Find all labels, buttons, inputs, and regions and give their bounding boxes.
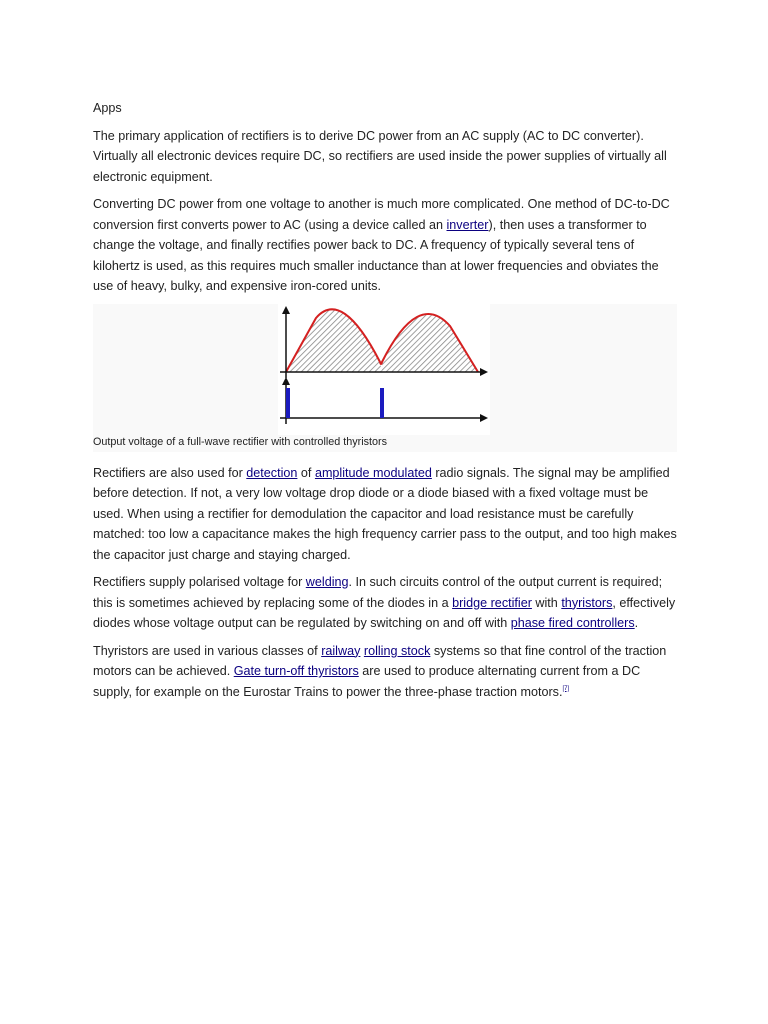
link-amplitude-modulated[interactable]: amplitude modulated bbox=[314, 465, 432, 480]
link-welding[interactable]: welding bbox=[305, 575, 349, 589]
paragraph-thyristors bbox=[93, 641, 678, 703]
paragraph-text: , effectively diodes whose voltage output can be regulated by switching on and off with bbox=[93, 595, 676, 630]
paragraph-primary-application bbox=[93, 126, 678, 188]
paragraph-text: of bbox=[297, 465, 315, 480]
paragraph-text: The primary application of rectifiers is to derive DC power from an AC supply (AC to DC converter). Virtually all electronic devices require DC, so rectifiers are used inside the power supplies of virtually all electronic equipment. bbox=[93, 128, 667, 184]
paragraph-text: Converting DC power from one voltage to another is much more complicated. One method of DC-to-DC conversion first converts power to AC (using a device called an bbox=[93, 197, 670, 232]
link-bridge-rectifier[interactable]: bridge rectifier bbox=[452, 595, 532, 610]
link-thyristors[interactable]: thyristors bbox=[561, 595, 613, 610]
gate-pulse-2 bbox=[380, 388, 384, 418]
waveform-diagram bbox=[278, 304, 490, 435]
section-heading: Apps bbox=[93, 101, 122, 115]
paragraph-detection bbox=[93, 463, 678, 566]
paragraph-text: Thyristors are used in various classes of bbox=[93, 643, 322, 658]
paragraph-text: Rectifiers are also used for bbox=[93, 465, 247, 480]
paragraph-text: . In such circuits control of the output current is required; this is sometimes achieved by replacing some of the diodes in a bbox=[93, 575, 663, 610]
figure-rectifier-waveform bbox=[93, 304, 677, 452]
link-phase-fired-controllers[interactable]: phase fired controllers bbox=[510, 616, 635, 630]
link-rolling-stock[interactable]: rolling stock bbox=[363, 643, 431, 658]
paragraph-text: systems so that fine control of the traction motors can be achieved. bbox=[93, 643, 667, 678]
link-railway[interactable]: railway bbox=[321, 643, 361, 658]
paragraph-text: Rectifiers supply polarised voltage for bbox=[93, 575, 306, 589]
link-inverter[interactable]: inverter bbox=[446, 217, 489, 232]
paragraph-text: . bbox=[634, 616, 639, 630]
paragraph-dc-conversion bbox=[93, 194, 678, 297]
figure-caption: Output voltage of a full-wave rectifier with controlled thyristors bbox=[93, 435, 388, 448]
gate-pulse-1 bbox=[286, 388, 290, 418]
article-body bbox=[93, 98, 678, 709]
link-detection[interactable]: detection bbox=[246, 465, 298, 480]
reference-link[interactable]: [7] bbox=[562, 685, 570, 692]
paragraph-text: ), then uses a transformer to change the voltage, and finally rectifies power back to DC. A frequency of typically several tens of kilohertz is used, as this requires much smaller inductance than at lower frequencies and obviates the use of heavy, bulky, and expensive iron-cored units. bbox=[93, 217, 659, 293]
link-gate-turn-off-thyristors[interactable]: Gate turn-off thyristors bbox=[233, 664, 359, 678]
paragraph-welding bbox=[93, 572, 678, 634]
paragraph-text: radio signals. The signal may be amplified before detection. If not, a very low voltage drop diode or a diode biased with a fixed voltage must be used. When using a rectifier for demodulation the capacitor and load resistance must be carefully matched: too low a capacitance makes the high frequency carrier pass to the output, and too high makes the capacitor just charge and staying charged. bbox=[93, 465, 677, 562]
paragraph-text: are used to produce alternating current from a DC supply, for example on the Eurostar Trains to power the three-phase traction motors. bbox=[93, 664, 641, 699]
paragraph-text: with bbox=[531, 595, 562, 610]
